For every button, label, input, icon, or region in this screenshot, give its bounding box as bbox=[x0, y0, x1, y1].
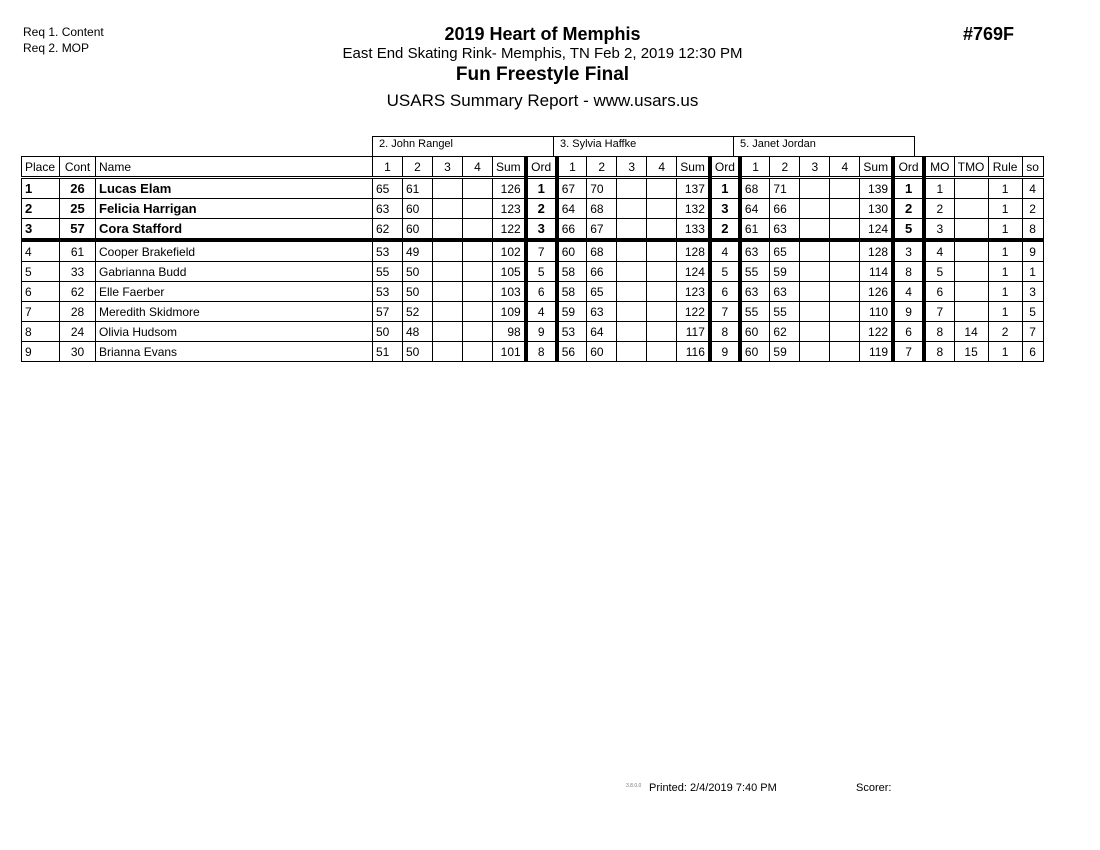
place-cell: 5 bbox=[22, 262, 60, 282]
place-cell: 3 bbox=[22, 219, 60, 241]
so-cell: 4 bbox=[1022, 178, 1043, 199]
judge3-score3-cell bbox=[800, 322, 830, 342]
col-place: Place bbox=[22, 157, 60, 178]
judge2-score2-cell: 60 bbox=[587, 342, 617, 362]
rule-cell: 1 bbox=[988, 342, 1022, 362]
judge2-score2-cell: 68 bbox=[587, 240, 617, 262]
judge2-ordinal-cell: 5 bbox=[710, 262, 740, 282]
tmo-cell bbox=[954, 282, 988, 302]
judge3-ordinal-cell: 2 bbox=[893, 199, 924, 219]
col-rule: Rule bbox=[988, 157, 1022, 178]
judge2-score4-cell bbox=[647, 322, 677, 342]
judge2-sum-cell: 137 bbox=[677, 178, 710, 199]
judge1-score3-cell bbox=[433, 262, 463, 282]
j1-col-sum: Sum bbox=[493, 157, 526, 178]
judge3-score2-cell: 62 bbox=[770, 322, 800, 342]
place-cell: 9 bbox=[22, 342, 60, 362]
judge3-ordinal-cell: 6 bbox=[893, 322, 924, 342]
judge1-sum-cell: 101 bbox=[493, 342, 526, 362]
judge3-sum-cell: 130 bbox=[860, 199, 893, 219]
event-title: Fun Freestyle Final bbox=[455, 64, 630, 85]
judge1-score2-cell: 50 bbox=[403, 262, 433, 282]
judge1-score2-cell: 49 bbox=[403, 240, 433, 262]
j2-col-2: 2 bbox=[587, 157, 617, 178]
rule-cell: 1 bbox=[988, 282, 1022, 302]
judge3-sum-cell: 122 bbox=[860, 322, 893, 342]
judge3-score1-cell: 64 bbox=[740, 199, 770, 219]
judge2-score2-cell: 70 bbox=[587, 178, 617, 199]
judge2-sum-cell: 132 bbox=[677, 199, 710, 219]
tmo-cell bbox=[954, 199, 988, 219]
j1-col-ord: Ord bbox=[526, 157, 557, 178]
judge2-sum-cell: 128 bbox=[677, 240, 710, 262]
judge1-sum-cell: 103 bbox=[493, 282, 526, 302]
judge3-score1-cell: 63 bbox=[740, 282, 770, 302]
tmo-cell: 15 bbox=[954, 342, 988, 362]
contestant-number-cell: 28 bbox=[60, 302, 96, 322]
judge3-ordinal-cell: 3 bbox=[893, 240, 924, 262]
j2-col-1: 1 bbox=[557, 157, 587, 178]
judge3-score4-cell bbox=[830, 342, 860, 362]
judge1-score1-cell: 53 bbox=[373, 282, 403, 302]
judge1-score1-cell: 65 bbox=[373, 178, 403, 199]
so-cell: 9 bbox=[1022, 240, 1043, 262]
judge3-ordinal-cell: 1 bbox=[893, 178, 924, 199]
judge2-ordinal-cell: 9 bbox=[710, 342, 740, 362]
judge3-score4-cell bbox=[830, 219, 860, 241]
judge2-score2-cell: 66 bbox=[587, 262, 617, 282]
judge1-ordinal-cell: 1 bbox=[526, 178, 557, 199]
skater-name-cell: Gabrianna Budd bbox=[96, 262, 373, 282]
judge2-sum-cell: 123 bbox=[677, 282, 710, 302]
judge1-score4-cell bbox=[463, 178, 493, 199]
judge3-ordinal-cell: 8 bbox=[893, 262, 924, 282]
judge3-score1-cell: 68 bbox=[740, 178, 770, 199]
judge2-score1-cell: 67 bbox=[557, 178, 587, 199]
judge1-ordinal-cell: 5 bbox=[526, 262, 557, 282]
judge2-score1-cell: 58 bbox=[557, 282, 587, 302]
judge1-sum-cell: 122 bbox=[493, 219, 526, 241]
col-cont: Cont bbox=[60, 157, 96, 178]
judge1-score1-cell: 63 bbox=[373, 199, 403, 219]
table-row bbox=[22, 322, 1044, 342]
judge1-score2-cell: 50 bbox=[403, 342, 433, 362]
judge2-score1-cell: 64 bbox=[557, 199, 587, 219]
j3-col-3: 3 bbox=[800, 157, 830, 178]
judge1-sum-cell: 126 bbox=[493, 178, 526, 199]
skater-name-cell: Brianna Evans bbox=[96, 342, 373, 362]
judge3-ordinal-cell: 5 bbox=[893, 219, 924, 241]
tmo-cell bbox=[954, 240, 988, 262]
judge-header-3: 5. Janet Jordan bbox=[733, 136, 915, 156]
j2-col-sum: Sum bbox=[677, 157, 710, 178]
mo-cell: 1 bbox=[924, 178, 954, 199]
contestant-number-cell: 61 bbox=[60, 240, 96, 262]
place-cell: 2 bbox=[22, 199, 60, 219]
judge1-ordinal-cell: 7 bbox=[526, 240, 557, 262]
tmo-cell bbox=[954, 178, 988, 199]
col-name: Name bbox=[96, 157, 373, 178]
mo-cell: 7 bbox=[924, 302, 954, 322]
j2-col-4: 4 bbox=[647, 157, 677, 178]
judge3-score3-cell bbox=[800, 302, 830, 322]
judge3-sum-cell: 139 bbox=[860, 178, 893, 199]
place-cell: 7 bbox=[22, 302, 60, 322]
judge2-score4-cell bbox=[647, 219, 677, 241]
table-row bbox=[22, 342, 1044, 362]
judge1-score3-cell bbox=[433, 302, 463, 322]
judge2-score3-cell bbox=[617, 282, 647, 302]
skater-name-cell: Felicia Harrigan bbox=[96, 199, 373, 219]
judge2-score4-cell bbox=[647, 302, 677, 322]
col-mo: MO bbox=[924, 157, 954, 178]
judge2-score2-cell: 67 bbox=[587, 219, 617, 241]
judge2-ordinal-cell: 4 bbox=[710, 240, 740, 262]
mo-cell: 8 bbox=[924, 322, 954, 342]
judge2-ordinal-cell: 8 bbox=[710, 322, 740, 342]
col-tmo: TMO bbox=[954, 157, 988, 178]
j2-col-3: 3 bbox=[617, 157, 647, 178]
judge2-score1-cell: 60 bbox=[557, 240, 587, 262]
judge2-score2-cell: 65 bbox=[587, 282, 617, 302]
judge2-ordinal-cell: 3 bbox=[710, 199, 740, 219]
judge1-score1-cell: 57 bbox=[373, 302, 403, 322]
competition-title: 2019 Heart of Memphis bbox=[444, 24, 641, 44]
judge1-sum-cell: 123 bbox=[493, 199, 526, 219]
contestant-number-cell: 33 bbox=[60, 262, 96, 282]
mo-cell: 5 bbox=[924, 262, 954, 282]
judge3-score3-cell bbox=[800, 219, 830, 241]
judge2-ordinal-cell: 1 bbox=[710, 178, 740, 199]
judge3-score3-cell bbox=[800, 178, 830, 199]
requirement-1: Req 1. Content bbox=[23, 25, 104, 39]
skater-name-cell: Lucas Elam bbox=[96, 178, 373, 199]
skater-name-cell: Olivia Hudsom bbox=[96, 322, 373, 342]
judge3-score2-cell: 59 bbox=[770, 262, 800, 282]
mo-cell: 6 bbox=[924, 282, 954, 302]
so-cell: 2 bbox=[1022, 199, 1043, 219]
judge2-score4-cell bbox=[647, 199, 677, 219]
judge1-score2-cell: 61 bbox=[403, 178, 433, 199]
place-cell: 6 bbox=[22, 282, 60, 302]
judge3-sum-cell: 128 bbox=[860, 240, 893, 262]
contestant-number-cell: 24 bbox=[60, 322, 96, 342]
scorer-label: Scorer: bbox=[856, 782, 892, 794]
judge3-score2-cell: 55 bbox=[770, 302, 800, 322]
judge3-sum-cell: 114 bbox=[860, 262, 893, 282]
header-row bbox=[22, 157, 1044, 178]
judge3-score4-cell bbox=[830, 302, 860, 322]
rule-cell: 1 bbox=[988, 199, 1022, 219]
judge3-score4-cell bbox=[830, 178, 860, 199]
mo-cell: 8 bbox=[924, 342, 954, 362]
judge2-score4-cell bbox=[647, 262, 677, 282]
judge2-score1-cell: 56 bbox=[557, 342, 587, 362]
j3-col-2: 2 bbox=[770, 157, 800, 178]
judge1-score4-cell bbox=[463, 240, 493, 262]
judge1-score4-cell bbox=[463, 322, 493, 342]
judge3-score2-cell: 66 bbox=[770, 199, 800, 219]
contestant-number-cell: 25 bbox=[60, 199, 96, 219]
tmo-cell: 14 bbox=[954, 322, 988, 342]
judge1-score3-cell bbox=[433, 282, 463, 302]
so-cell: 7 bbox=[1022, 322, 1043, 342]
skater-name-cell: Cooper Brakefield bbox=[96, 240, 373, 262]
rule-cell: 2 bbox=[988, 322, 1022, 342]
judge3-ordinal-cell: 4 bbox=[893, 282, 924, 302]
j3-col-4: 4 bbox=[830, 157, 860, 178]
judge1-score3-cell bbox=[433, 322, 463, 342]
judge2-ordinal-cell: 6 bbox=[710, 282, 740, 302]
judge1-score2-cell: 50 bbox=[403, 282, 433, 302]
requirement-2: Req 2. MOP bbox=[23, 41, 90, 55]
contestant-number-cell: 62 bbox=[60, 282, 96, 302]
judge2-score1-cell: 58 bbox=[557, 262, 587, 282]
judge3-score1-cell: 60 bbox=[740, 322, 770, 342]
judge3-score4-cell bbox=[830, 199, 860, 219]
col-so: so bbox=[1022, 157, 1043, 178]
judge3-score1-cell: 55 bbox=[740, 302, 770, 322]
rule-cell: 1 bbox=[988, 219, 1022, 241]
judge2-sum-cell: 117 bbox=[677, 322, 710, 342]
judge3-ordinal-cell: 9 bbox=[893, 302, 924, 322]
judge2-sum-cell: 116 bbox=[677, 342, 710, 362]
judge-header-1: 2. John Rangel bbox=[372, 136, 554, 156]
table-row bbox=[22, 219, 1044, 241]
place-cell: 4 bbox=[22, 240, 60, 262]
judge2-score4-cell bbox=[647, 178, 677, 199]
judge1-ordinal-cell: 4 bbox=[526, 302, 557, 322]
judge1-score3-cell bbox=[433, 240, 463, 262]
mo-cell: 2 bbox=[924, 199, 954, 219]
judge1-score1-cell: 62 bbox=[373, 219, 403, 241]
judge2-score3-cell bbox=[617, 322, 647, 342]
judge1-score4-cell bbox=[463, 199, 493, 219]
event-code: #769F bbox=[963, 24, 1015, 44]
judge2-sum-cell: 124 bbox=[677, 262, 710, 282]
judge3-score2-cell: 63 bbox=[770, 282, 800, 302]
table-row bbox=[22, 282, 1044, 302]
judge3-score1-cell: 60 bbox=[740, 342, 770, 362]
so-cell: 1 bbox=[1022, 262, 1043, 282]
judge1-score1-cell: 50 bbox=[373, 322, 403, 342]
judge3-score3-cell bbox=[800, 240, 830, 262]
j1-col-3: 3 bbox=[433, 157, 463, 178]
rule-cell: 1 bbox=[988, 262, 1022, 282]
contestant-number-cell: 30 bbox=[60, 342, 96, 362]
so-cell: 8 bbox=[1022, 219, 1043, 241]
judge1-score4-cell bbox=[463, 342, 493, 362]
judge3-score2-cell: 63 bbox=[770, 219, 800, 241]
judge2-score2-cell: 64 bbox=[587, 322, 617, 342]
judge1-score1-cell: 53 bbox=[373, 240, 403, 262]
table-row bbox=[22, 262, 1044, 282]
judge1-ordinal-cell: 3 bbox=[526, 219, 557, 241]
place-cell: 8 bbox=[22, 322, 60, 342]
judge2-score3-cell bbox=[617, 199, 647, 219]
judge3-score3-cell bbox=[800, 342, 830, 362]
judge2-score3-cell bbox=[617, 342, 647, 362]
judge1-score3-cell bbox=[433, 178, 463, 199]
j1-col-1: 1 bbox=[373, 157, 403, 178]
judge1-score3-cell bbox=[433, 199, 463, 219]
table-row bbox=[22, 199, 1044, 219]
tmo-cell bbox=[954, 302, 988, 322]
report-title: USARS Summary Report - www.usars.us bbox=[386, 91, 699, 110]
j3-col-sum: Sum bbox=[860, 157, 893, 178]
judge2-score3-cell bbox=[617, 262, 647, 282]
judge3-sum-cell: 110 bbox=[860, 302, 893, 322]
tmo-cell bbox=[954, 262, 988, 282]
judge2-score1-cell: 66 bbox=[557, 219, 587, 241]
judge1-score4-cell bbox=[463, 219, 493, 241]
judge3-ordinal-cell: 7 bbox=[893, 342, 924, 362]
rule-cell: 1 bbox=[988, 240, 1022, 262]
judge1-sum-cell: 109 bbox=[493, 302, 526, 322]
judge3-score4-cell bbox=[830, 262, 860, 282]
judge3-score4-cell bbox=[830, 240, 860, 262]
judge3-score2-cell: 59 bbox=[770, 342, 800, 362]
j3-col-ord: Ord bbox=[893, 157, 924, 178]
judge2-score3-cell bbox=[617, 178, 647, 199]
judge3-score4-cell bbox=[830, 282, 860, 302]
judge2-score2-cell: 68 bbox=[587, 199, 617, 219]
judge1-sum-cell: 105 bbox=[493, 262, 526, 282]
judge1-score3-cell bbox=[433, 342, 463, 362]
judge3-score1-cell: 55 bbox=[740, 262, 770, 282]
judge3-score2-cell: 71 bbox=[770, 178, 800, 199]
mo-cell: 3 bbox=[924, 219, 954, 241]
judge1-ordinal-cell: 9 bbox=[526, 322, 557, 342]
judge1-score2-cell: 60 bbox=[403, 219, 433, 241]
so-cell: 3 bbox=[1022, 282, 1043, 302]
contestant-number-cell: 57 bbox=[60, 219, 96, 241]
judge1-sum-cell: 102 bbox=[493, 240, 526, 262]
judge3-sum-cell: 124 bbox=[860, 219, 893, 241]
judge1-score2-cell: 52 bbox=[403, 302, 433, 322]
judge1-score2-cell: 48 bbox=[403, 322, 433, 342]
judge2-sum-cell: 122 bbox=[677, 302, 710, 322]
judge1-score1-cell: 51 bbox=[373, 342, 403, 362]
so-cell: 6 bbox=[1022, 342, 1043, 362]
judge3-score1-cell: 63 bbox=[740, 240, 770, 262]
judge2-score2-cell: 63 bbox=[587, 302, 617, 322]
skater-name-cell: Cora Stafford bbox=[96, 219, 373, 241]
judge2-score3-cell bbox=[617, 240, 647, 262]
judge2-score1-cell: 53 bbox=[557, 322, 587, 342]
judge2-ordinal-cell: 7 bbox=[710, 302, 740, 322]
skater-name-cell: Meredith Skidmore bbox=[96, 302, 373, 322]
judge1-sum-cell: 98 bbox=[493, 322, 526, 342]
judge3-score1-cell: 61 bbox=[740, 219, 770, 241]
judge3-sum-cell: 126 bbox=[860, 282, 893, 302]
judge3-sum-cell: 119 bbox=[860, 342, 893, 362]
judge1-score4-cell bbox=[463, 262, 493, 282]
printed-timestamp: Printed: 2/4/2019 7:40 PM bbox=[649, 782, 777, 794]
judge1-score4-cell bbox=[463, 302, 493, 322]
judge1-score3-cell bbox=[433, 219, 463, 241]
j1-col-2: 2 bbox=[403, 157, 433, 178]
judge2-ordinal-cell: 2 bbox=[710, 219, 740, 241]
judge2-score1-cell: 59 bbox=[557, 302, 587, 322]
rule-cell: 1 bbox=[988, 178, 1022, 199]
judge1-ordinal-cell: 8 bbox=[526, 342, 557, 362]
skater-name-cell: Elle Faerber bbox=[96, 282, 373, 302]
judge2-score4-cell bbox=[647, 342, 677, 362]
judge1-ordinal-cell: 6 bbox=[526, 282, 557, 302]
judge-header-2: 3. Sylvia Haffke bbox=[553, 136, 734, 156]
judge1-score4-cell bbox=[463, 282, 493, 302]
judge1-score1-cell: 55 bbox=[373, 262, 403, 282]
contestant-number-cell: 26 bbox=[60, 178, 96, 199]
judge2-sum-cell: 133 bbox=[677, 219, 710, 241]
j2-col-ord: Ord bbox=[710, 157, 740, 178]
judge3-score2-cell: 65 bbox=[770, 240, 800, 262]
mo-cell: 4 bbox=[924, 240, 954, 262]
so-cell: 5 bbox=[1022, 302, 1043, 322]
judge2-score4-cell bbox=[647, 282, 677, 302]
table-row bbox=[22, 178, 1044, 199]
judge3-score3-cell bbox=[800, 262, 830, 282]
judge3-score4-cell bbox=[830, 322, 860, 342]
results-table bbox=[21, 156, 1044, 362]
judge3-score3-cell bbox=[800, 199, 830, 219]
judge1-ordinal-cell: 2 bbox=[526, 199, 557, 219]
place-cell: 1 bbox=[22, 178, 60, 199]
rule-cell: 1 bbox=[988, 302, 1022, 322]
table-row bbox=[22, 302, 1044, 322]
judge1-score2-cell: 60 bbox=[403, 199, 433, 219]
judge3-score3-cell bbox=[800, 282, 830, 302]
j3-col-1: 1 bbox=[740, 157, 770, 178]
j1-col-4: 4 bbox=[463, 157, 493, 178]
judge2-score3-cell bbox=[617, 219, 647, 241]
table-row bbox=[22, 240, 1044, 262]
tmo-cell bbox=[954, 219, 988, 241]
venue-date: East End Skating Rink- Memphis, TN Feb 2, 2019 12:30 PM bbox=[342, 45, 743, 62]
judge2-score4-cell bbox=[647, 240, 677, 262]
judge2-score3-cell bbox=[617, 302, 647, 322]
software-version: 3.8.0.0 bbox=[626, 783, 642, 789]
